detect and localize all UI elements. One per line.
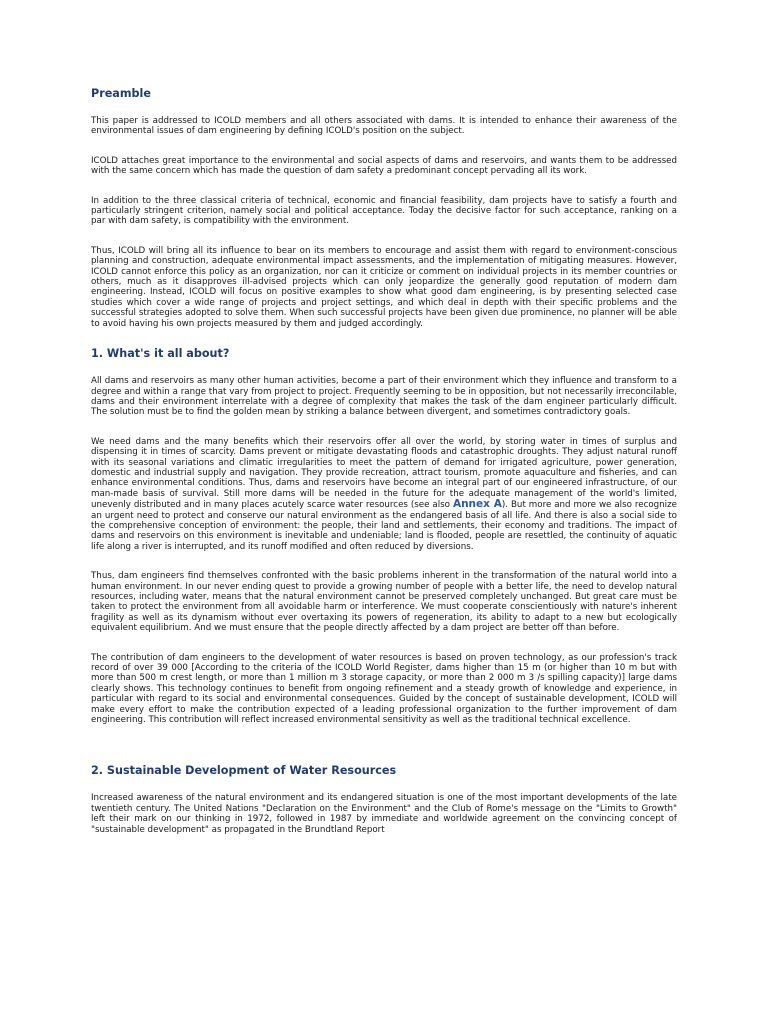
paragraph-preamble-4: Thus, ICOLD will bring all its influence to bear on its members to encourage and assist them with regard to environment-conscious planning and construction, adequate environmental impact assessments, and the implementation of mitigating measures. However, ICOLD cannot enforce this policy as an organization, nor can it criticize or comment on individual projects in its member countries or others, much as it disapproves ill-advised projects which can only jeopardize the generally good reputation of modern dam engineering. Instead, ICOLD will focus on positive examples to show what good dam engineering, is by presenting selected case studies which cover a wide range of projects and project settings, and which deal in depth with their specific problems and the successful strategies adopted to solve them. When such successful projects have been given due prominence, no planner will be able to avoid having his own projects measured by them and judged accordingly.	[91, 245, 677, 329]
heading-preamble: Preamble	[91, 87, 151, 100]
paragraph-s1-2-start: We need dams and the many benefits which their reservoirs offer all over the world, by storing water in times of surplus and dispensing it in times of scarcity. Dams prevent or mitigate devastating floods and catastrophic droughts. They adjust natural runoff with its seasonal variations and climatic irregularities to meet the pattern of demand for irrigated agriculture, power generation, domestic and industrial supply and navigation. They provide recreation, attract tourism, promote aquaculture and fisheries, and can enhance environmental conditions. Thus, dams and reservoirs have become an integral part of our engineered infrastructure, of our man-made basis of survival. Still more dams will be needed in the future for the adequate management of the world's limited, unevenly distributed and in many places acutely scarce water resources (see also	[91, 436, 677, 511]
paragraph-preamble-2: ICOLD attaches great importance to the environmental and social aspects of dams and reservoirs, and wants them to be addressed with the same concern which has made the question of dam safety a predominant concept pervading all its work.	[91, 155, 677, 177]
document-page	[91, 82, 677, 835]
annex-a-link[interactable]: Annex A	[452, 498, 502, 511]
paragraph-s2-1: Increased awareness of the natural environment and its endangered situation is one of the most important developments of the late twentieth century. The United Nations "Declaration on the Environment" and the Club of Rome's message on the "Limits to Growth" left their mark on our thinking in 1972, followed in 1987 by immediate and worldwide agreement on the convincing concept of "sustainable development" as propagated in the Brundtland Report	[91, 793, 677, 835]
paragraph-preamble-3: In addition to the three classical criteria of technical, economic and financial feasibility, dam projects have to satisfy a fourth and particularly stringent criterion, namely social and political acceptance. Today the decisive factor for such acceptance, ranking on a par with dam safety, is compatibility with the environment.	[91, 195, 677, 227]
paragraph-preamble-1: This paper is addressed to ICOLD members and all others associated with dams. It is intended to enhance their awareness of the environmental issues of dam engineering by defining ICOLD's position on the subject.	[91, 116, 677, 137]
paragraph-s1-1: All dams and reservoirs as many other human activities, become a part of their environment which they influence and transform to a degree and within a range that vary from project to project. Frequently seeming to be in opposition, but not necessarily irreconcilable, dams and their environment interrelate with a degree of complexity that makes the task of the dam engineer particularly difficult. The solution must be to find the golden mean by striking a balance between divergent, and sometimes contradictory goals.	[91, 376, 677, 418]
heading-section-1: 1. What's it all about?	[91, 347, 230, 361]
heading-section-2: 2. Sustainable Development of Water Resources	[91, 764, 397, 778]
paragraph-s1-3: Thus, dam engineers find themselves confronted with the basic problems inherent in the transformation of the natural world into a human environment. In our never ending quest to provide a growing number of people with a better life, the need to develop natural resources, including water, means that the natural environment cannot be preserved completely unchanged. But great care must be taken to protect the environment from all avoidable harm or interference. We must cooperate conscientiously with nature's inherent fragility as well as its dynamism without ever overtaxing its powers of regeneration, its ability to adapt to a new but ecologically equivalent equilibrium. And we must ensure that the people directly affected by a dam project are better off than before.	[91, 571, 677, 634]
paragraph-s1-4: The contribution of dam engineers to the development of water resources is based on proven technology, as our profession's track record of over 39 000 [According to the criteria of the ICOLD World Register, dams higher than 15 m (or higher than 10 m but with more than 500 m crest length, or more than 1 million m 3 storage capacity, or more than 2 000 m 3 /s spilling capacity)] large dams clearly shows. This technology continues to benefit from ongoing refinement and a steady growth of knowledge and experience, in particular with regard to its social and environmental consequences. Guided by the concept of sustainable development, ICOLD will make every effort to make the contribution expected of a leading professional organization to the further improvement of dam engineering. This contribution will reflect increased environmental sensitivity as well as the traditional technical excellence.	[91, 652, 677, 726]
paragraph-s1-2-end: ). But more and more we also recognize an urgent need to protect and conserve our natural environment as the endangered basis of all life. And there is also a social side to the comprehensive conception of environment: the people, their land and settlements, their economy and traditions. The impact of dams and reservoirs on this environment is inevitable and undeniable; land is flooded, people are resettled, the continuity of aquatic life along a river is interrupted, and its runoff modified and often reduced by diversions.	[91, 500, 677, 552]
paragraph-s1-2	[91, 437, 677, 552]
